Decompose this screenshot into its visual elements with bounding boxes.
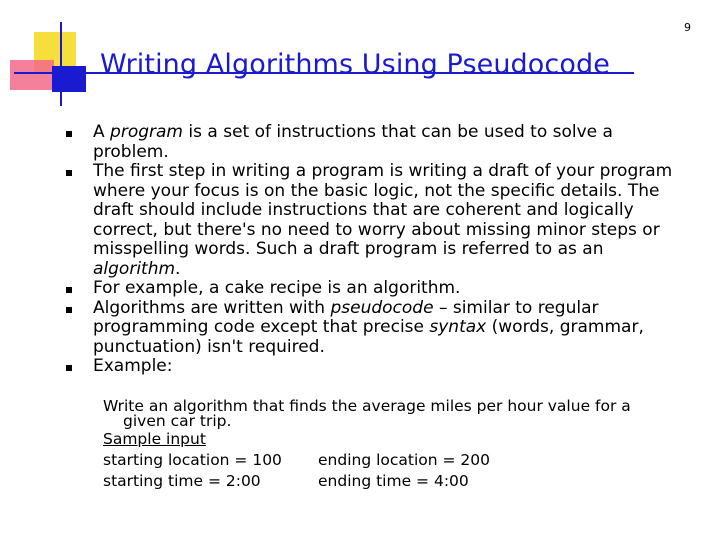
bullet-item bbox=[66, 299, 686, 358]
bullet-text: The first step in writing a program is writing a draft of your program where your focus is on the basic logic, not the specific details. The draft should include instructions that are coherent and logically correct, but there's no need to worry about missing minor steps or misspelling words. Such a draft program is referred to as an bbox=[93, 161, 673, 259]
bullet-text: A bbox=[93, 122, 111, 142]
bullet-item bbox=[66, 279, 686, 299]
end-time: ending time = 4:00 bbox=[318, 472, 469, 490]
example-block bbox=[103, 396, 683, 492]
bullet-marker-icon bbox=[66, 307, 72, 313]
bullet-emphasis: pseudocode bbox=[330, 297, 434, 318]
bullet-text: – similar to regular programming code except that precise bbox=[93, 297, 599, 337]
slide-title: Writing Algorithms Using Pseudocode bbox=[100, 49, 610, 80]
bullet-item bbox=[66, 162, 686, 279]
bullet-emphasis: program bbox=[110, 122, 183, 142]
bullet-text: . bbox=[175, 258, 181, 279]
bullet-item bbox=[66, 123, 686, 162]
bullet-item bbox=[66, 357, 686, 377]
bullet-marker-icon bbox=[66, 287, 72, 293]
bullet-marker-icon bbox=[66, 365, 72, 371]
sample-row bbox=[103, 471, 683, 492]
bullet-text: Example: bbox=[93, 356, 173, 376]
sample-row bbox=[103, 450, 683, 471]
bullet-text: (words, grammar, punctuation) isn't required. bbox=[93, 317, 644, 357]
example-task-line: given car trip. bbox=[123, 412, 232, 430]
example-task bbox=[103, 396, 683, 429]
bullet-text: Algorithms are written with bbox=[93, 297, 331, 318]
bullet-emphasis: syntax bbox=[429, 317, 487, 337]
bullet-text: is a set of instructions that can be used to solve a problem. bbox=[93, 122, 613, 162]
start-time: starting time = 2:00 bbox=[103, 472, 261, 490]
logo-vertical-line bbox=[60, 22, 62, 106]
bullet-emphasis: algorithm bbox=[93, 258, 176, 279]
logo-pink-square bbox=[10, 60, 54, 90]
logo-blue-square bbox=[52, 66, 86, 92]
example-task-line: Write an algorithm that finds the average miles per hour value for a bbox=[103, 397, 631, 415]
bullet-text: For example, a cake recipe is an algorithm. bbox=[93, 278, 461, 298]
bullet-marker-icon bbox=[66, 131, 72, 137]
slide-number: 9 bbox=[684, 21, 691, 34]
start-location: starting location = 100 bbox=[103, 451, 282, 469]
logo bbox=[0, 0, 100, 110]
bullet-list bbox=[66, 123, 686, 377]
sample-input-heading: Sample input bbox=[103, 430, 206, 448]
end-location: ending location = 200 bbox=[318, 451, 491, 469]
bullet-marker-icon bbox=[66, 170, 72, 176]
